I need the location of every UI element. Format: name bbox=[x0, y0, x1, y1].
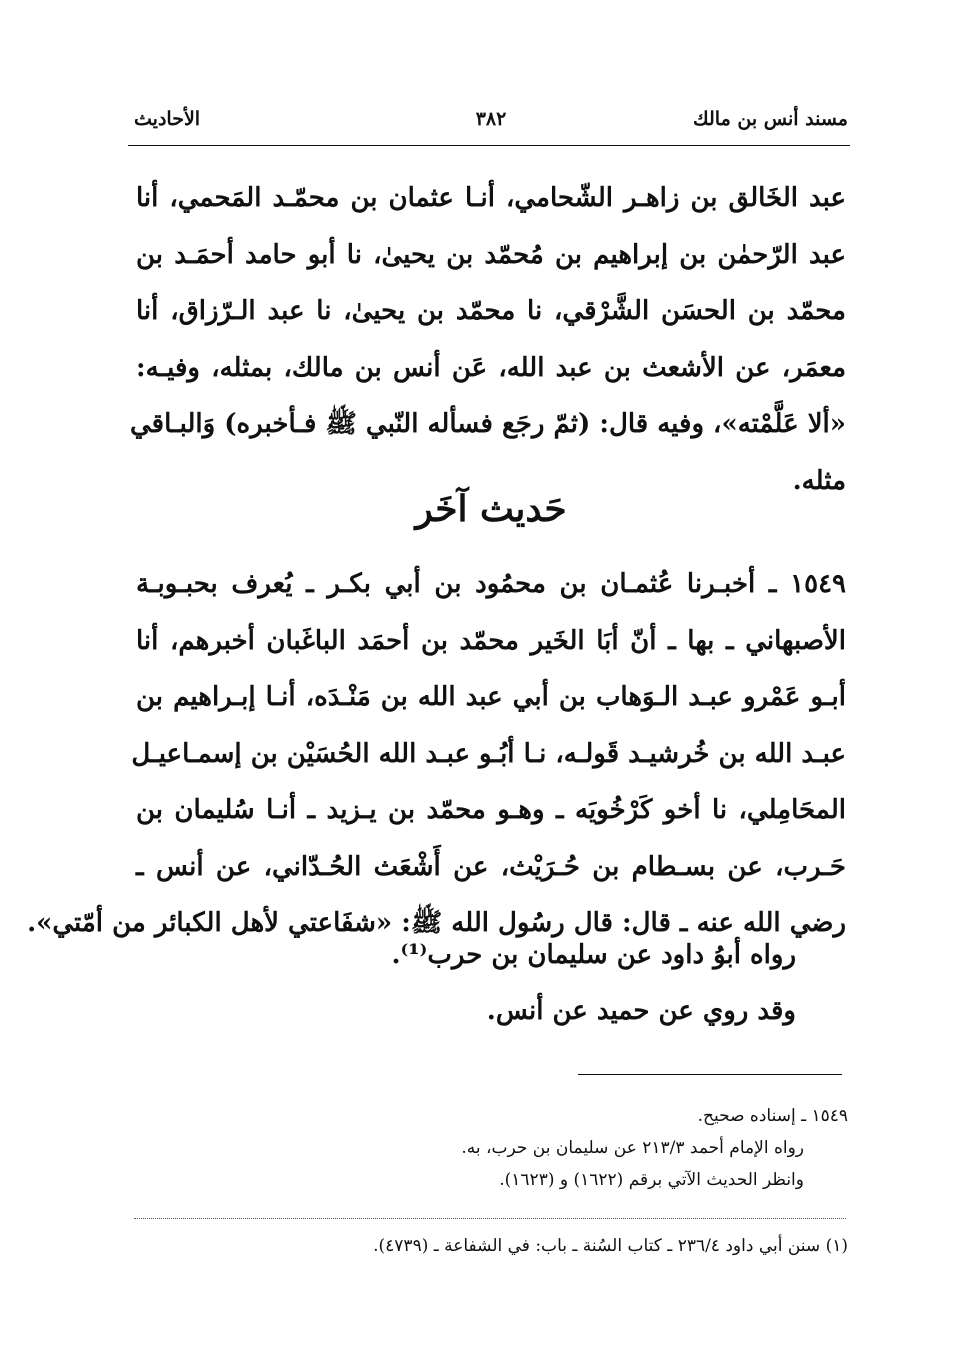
text-line: أبـو عَمْرو عبـد الـوَهاب بن أبي عبد الله بن مَنْـدَه، أنـا إبـراهيم بن bbox=[136, 682, 846, 712]
text-line: رضي الله عنه ـ قال: قال رسُول الله ﷺ: «شفَاعتي لأهل الكبائر من أمّتي». bbox=[27, 908, 846, 938]
footnote-1: (١) سنن أبي داود ٢٣٦/٤ ـ كتاب السُنة ـ باب: في الشفاعة ـ (٤٧٣٩). bbox=[373, 1236, 848, 1256]
section-title: الأحاديث bbox=[134, 108, 201, 130]
page-number: ٣٨٢ bbox=[475, 108, 507, 130]
book-title: مسند أنس بن مالك bbox=[693, 108, 848, 130]
text-line: معمَر، عن الأشعث بن عبد الله، عَن أنس بن مالك، بمثله، وفيـه: bbox=[136, 352, 846, 383]
text-line: عبـد الله بن خُرشيـد قَولـه، نـا أبُـو عبـد الله الحُسَيْن بن إسمـاعيـل bbox=[131, 738, 846, 769]
footnote-separator bbox=[134, 1218, 846, 1219]
text-line: الأصبهاني ـ بها ـ أنّ أبَا الخَير محمّد بن أحمَد الباغَبان أخبرهم، أنا bbox=[136, 625, 846, 656]
footnote-block bbox=[128, 1100, 848, 1196]
text-line: محمّد بن الحسَن الشَّرْقي، نا محمّد بن يحيىٰ، نا عبد الـرّزاق، أنا bbox=[136, 296, 846, 326]
narration-note: رواه أبوُ داود عن سليمان بن حرب⁽¹⁾. bbox=[391, 940, 796, 970]
section-heading: حَديث آخَر bbox=[415, 488, 567, 530]
header-rule bbox=[128, 145, 850, 146]
footnote-line: وانظر الحديث الآتي برقم (١٦٢٢) و (١٦٢٣). bbox=[499, 1170, 804, 1190]
text-line: «ألا عَلَّمْته»، وفيه قال: (ثمّ رجَع فسأله النّبي ﷺ فـأخبره) وَالبـاقي bbox=[130, 409, 846, 439]
text-line: حَـرب، عن بسـطام بن حُـرَيْث، عن أَشْعَث الحُـدّاني، عن أنس ـ bbox=[136, 851, 846, 882]
text-line: ١٥٤٩ ـ أخبـرنا عُثمـان بن محمُود بن أبي بكـر ـ يُعرف بحبـوبـة bbox=[136, 569, 846, 599]
continuation-paragraph bbox=[130, 170, 846, 509]
text-line: عبد الرّحمٰن بن إبراهيم بن مُحمّد بن يحيىٰ، نا أبو حامد أحمَـد بن bbox=[136, 239, 846, 270]
narration-note: وقد روي عن حميد عن أنس. bbox=[486, 996, 796, 1026]
text-line: مثله. bbox=[792, 465, 846, 496]
footnote-line: ١٥٤٩ ـ إسناده صحيح. bbox=[697, 1106, 848, 1126]
footnote-rule bbox=[578, 1074, 842, 1075]
hadith-paragraph bbox=[27, 556, 846, 952]
text-line: عبد الخَالق بن زاهـر الشّحامي، أنـا عثمان بن محمّـد المَحمي، أنا bbox=[136, 183, 846, 213]
footnote-line: رواه الإمام أحمد ٢١٣/٣ عن سليمان بن حرب، به. bbox=[461, 1138, 804, 1158]
running-header bbox=[134, 108, 848, 144]
text-line: المحَامِلي، نا أخو كَرْخُويَه ـ وهـو محمّد بن يـزيد ـ أنـا سُليمان بن bbox=[136, 795, 846, 825]
